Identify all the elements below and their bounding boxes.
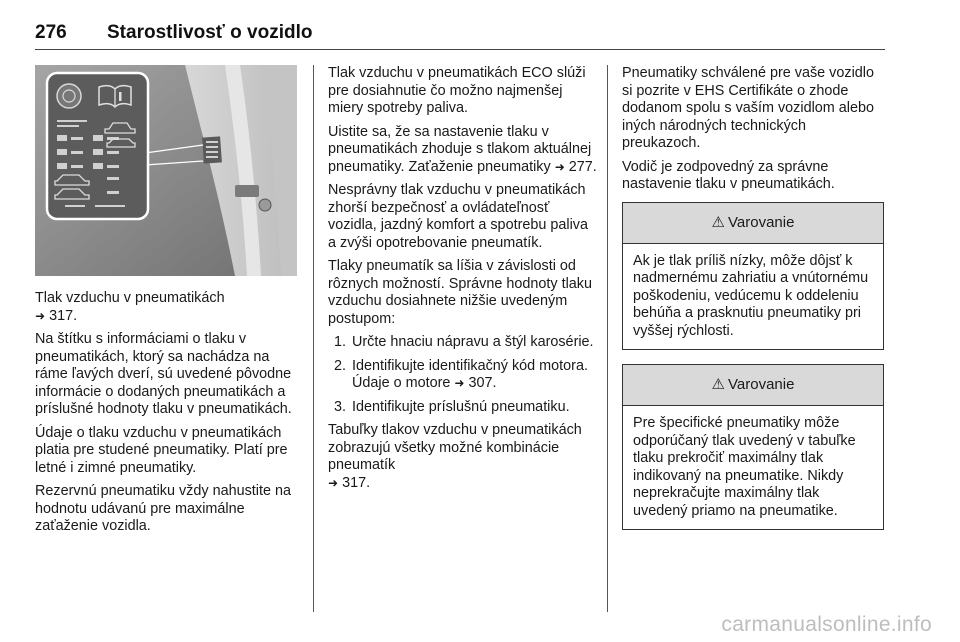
page-ref-arrow-icon: ➜ [328, 475, 339, 490]
paragraph: Vodič je zodpovedný za správne nastavenie tlaku v pneumatikách. [622, 158, 835, 192]
page-number: 276 [35, 22, 67, 43]
page-ref-arrow-icon: ➜​ [35, 308, 46, 323]
caption-text: Tlak vzduchu v pneumatikách [35, 290, 225, 306]
column-1 [35, 290, 300, 542]
paragraph: Pneumatiky schválené pre vaše vozidlo si pozrite v EHS Certifikáte o zhode dodanom spolu s vaším vozidlom alebo iných národných technických preukazoch. [622, 65, 874, 151]
page-header [35, 22, 312, 44]
warning-header [623, 365, 883, 406]
page-ref-link[interactable]: 277. [568, 158, 597, 175]
watermark: carmanualsonline.info [721, 613, 932, 636]
warning-text: Pre špecifické pneumatiky môže odporúčaný tlak uvedený v tabuľke tlaku prekročiť maximálny tlak indikovaný na pneumatike. Nikdy neprekračujte maximálny tlak uvedený priamo na pneumatike. [633, 415, 856, 519]
paragraph: Tabuľky tlakov vzduchu v pneumatikách zobrazujú všetky možné kombinácie pneumatík ➜ 317. [328, 422, 582, 491]
tyre-pressure-label-figure [35, 65, 297, 276]
warning-triangle-icon: ⚠ [711, 213, 725, 231]
warning-title: Varovanie [728, 213, 795, 231]
list-item: 2. Identifikujte identifikačný kód motora. Údaje o motore ➜ 307. [334, 357, 588, 391]
header-rule [35, 49, 885, 50]
column-divider [607, 65, 608, 612]
caption-ref-link[interactable]: 317. [49, 307, 78, 324]
page-ref-arrow-icon: ➜ [554, 159, 565, 174]
warning-text: Ak je tlak príliš nízky, môže dôjsť k nadmernému zahriatiu a vnútornému poškodeniu, vedúcemu k oddeleniu behúňa a prasknutiu pneumatiky pri vyššej rýchlosti. [633, 252, 869, 339]
paragraph: Uistite sa, že sa nastavenie tlaku v pneumatikách zhoduje s tlakom aktuálnej pneumatiky. Zaťaženie pneumatiky ➜ 277. [328, 123, 597, 175]
warning-title: Varovanie [728, 376, 795, 394]
warning-header [623, 203, 883, 244]
page-ref-arrow-icon: ➜ [454, 376, 465, 390]
list-item: 1. Určte hnaciu nápravu a štýl karosérie. [334, 334, 594, 350]
paragraph: Na štítku s informáciami o tlaku v pneumatikách, ktorý sa nachádza na ráme ľavých dverí, sú uvedené pôvodne informácie o dodaných pneumatikách a príslušné hodnoty tlaku v pneumatikách. [35, 331, 292, 417]
page-title: Starostlivosť o vozidlo [107, 22, 313, 43]
paragraph: Rezervnú pneumatiku vždy nahustite na hodnotu udávanú pre maximálne zaťaženie vozidla. [35, 483, 291, 534]
paragraph: Údaje o tlaku vzduchu v pneumatikách platia pre studené pneumatiky. Platí pre letné i zimné pneumatiky. [35, 424, 288, 476]
page-ref-link[interactable]: 307. [468, 375, 497, 391]
procedure-list [328, 334, 598, 416]
paragraph: Tlak vzduchu v pneumatikách ECO slúži pre dosiahnutie čo možno najmenšej miery spotreby paliva. [328, 65, 586, 116]
warning-triangle-icon: ⚠ [711, 376, 725, 394]
paragraph: Tlaky pneumatík sa líšia v závislosti od rôznych možností. Správne hodnoty tlaku vzduchu dosiahnete nižšie uvedeným postupom: [328, 258, 592, 327]
column-2 [328, 65, 598, 498]
list-item: 3. Identifikujte príslušnú pneumatiku. [334, 398, 570, 415]
warning-box [622, 364, 884, 530]
figure-caption [35, 290, 300, 325]
paragraph: Nesprávny tlak vzduchu v pneumatikách zhorší bezpečnosť a ovládateľnosť vozidla, jazdný komfort a spotrebu paliva a zvýši opotrebovanie pneumatík. [328, 182, 588, 251]
page-ref-link[interactable]: 317. [342, 474, 371, 491]
column-divider [313, 65, 314, 612]
column-3 [622, 65, 884, 544]
warning-box [622, 202, 884, 351]
